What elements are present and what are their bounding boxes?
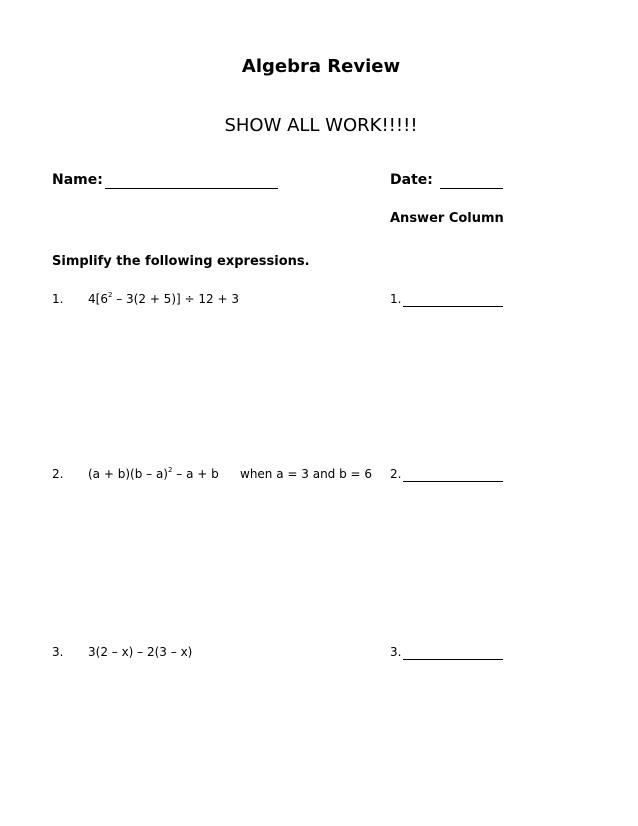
answer-label: 1.: [390, 292, 402, 306]
date-label: Date:: [390, 172, 433, 188]
answer-blank[interactable]: [403, 306, 503, 307]
problem-expression: (a + b)(b – a)$^2$ – a + b: [88, 466, 219, 481]
name-label: Name:: [52, 172, 103, 188]
name-field[interactable]: [105, 188, 278, 189]
problem-number: 2.: [52, 467, 64, 481]
answer-column-heading: Answer Column: [390, 211, 504, 226]
answer-blank[interactable]: [403, 481, 503, 482]
page-subtitle: SHOW ALL WORK!!!!!: [224, 115, 418, 136]
answer-blank[interactable]: [403, 659, 503, 660]
problem-number: 3.: [52, 645, 64, 659]
page-title: Algebra Review: [241, 56, 401, 77]
problem-number: 1.: [52, 292, 64, 306]
instructions: Simplify the following expressions.: [52, 254, 310, 269]
date-field[interactable]: [440, 188, 503, 189]
problem-expression: $4[6^2 - 3(2 + 5)] \div 12 + 3$: [88, 291, 239, 306]
answer-label: 2.: [390, 467, 402, 481]
problem-expression: 3(2 – x) – 2(3 – x): [88, 645, 193, 659]
answer-label: 3.: [390, 645, 402, 659]
problem-condition: when a = 3 and b = 6: [240, 467, 373, 481]
